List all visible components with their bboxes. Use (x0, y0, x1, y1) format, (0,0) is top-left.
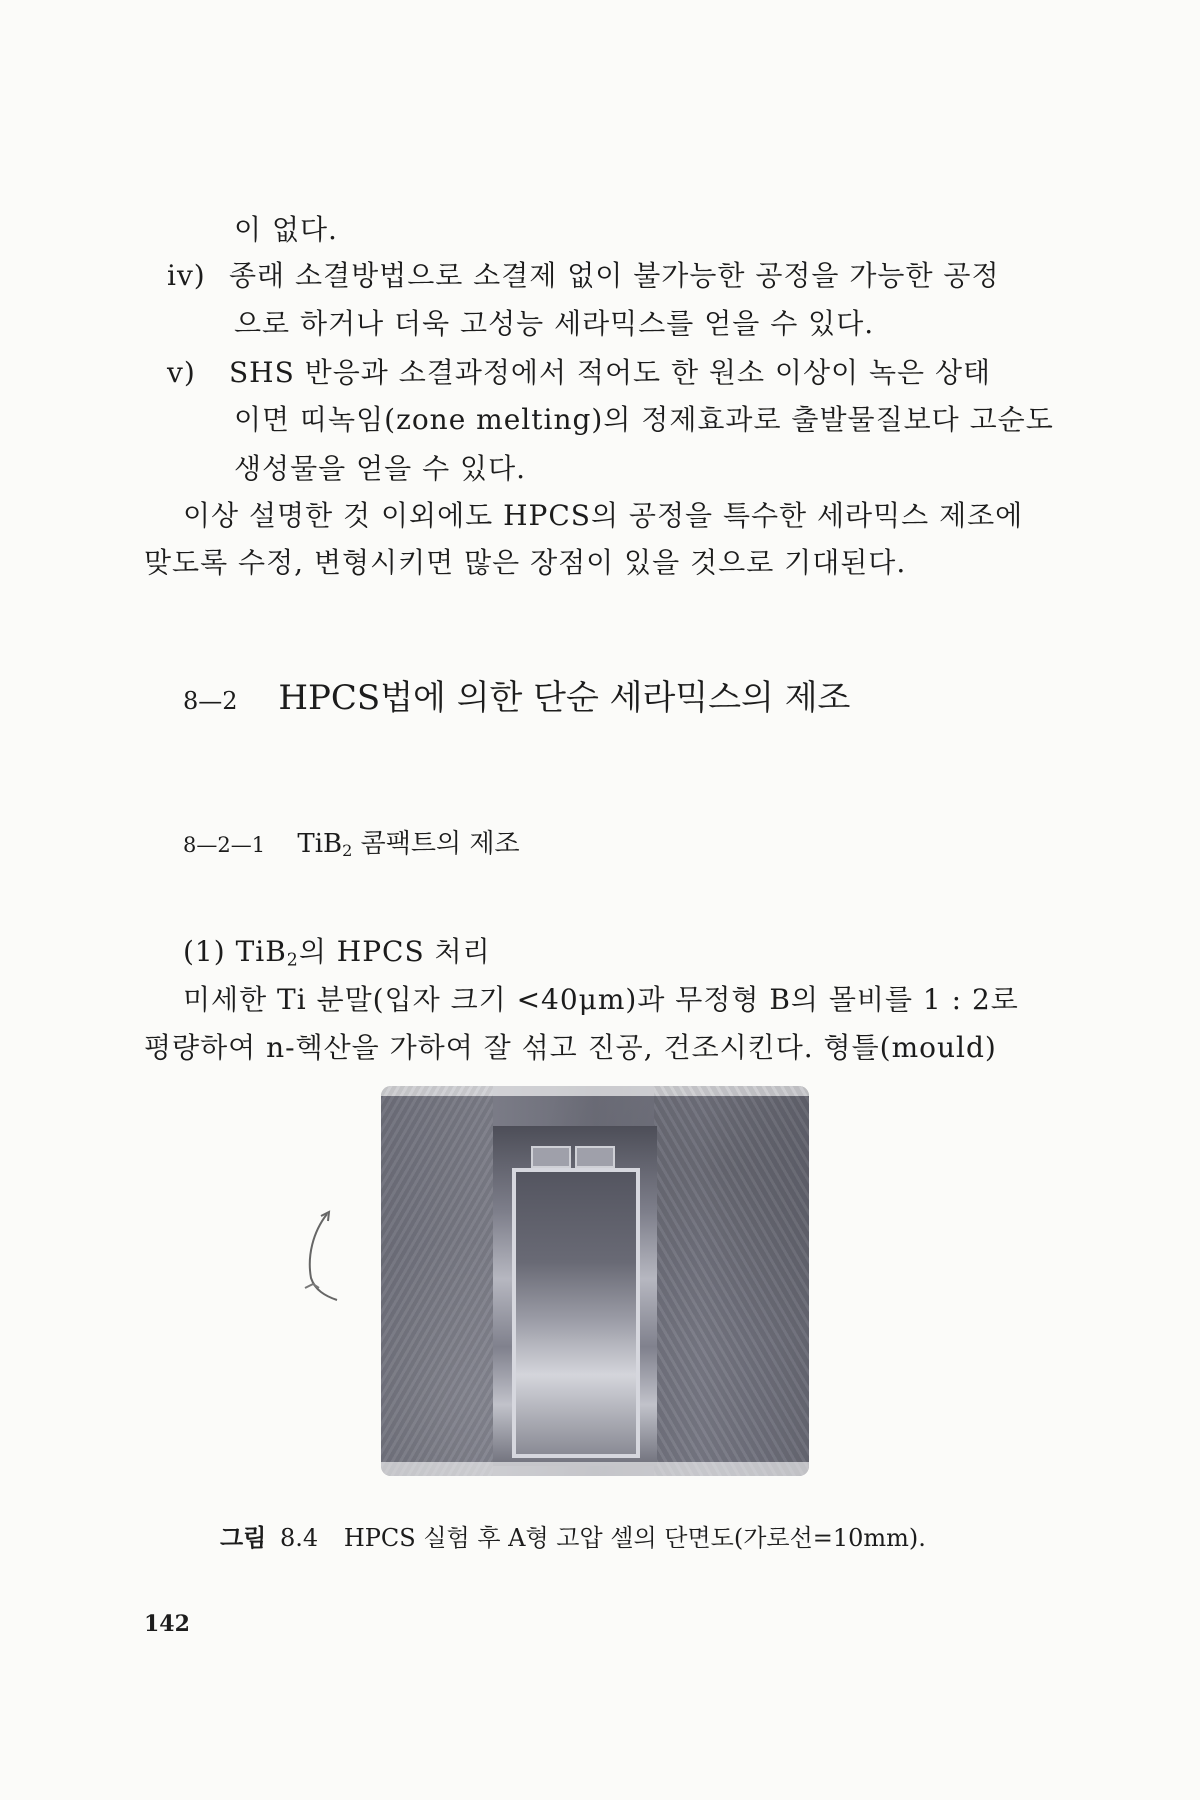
list-item-iv-line2: 으로 하거나 더욱 고성능 세라믹스를 얻을 수 있다. (234, 307, 875, 340)
hand-drawn-arrow-mark (303, 1208, 347, 1304)
list-item-v-line3: 생성물을 얻을 수 있다. (234, 452, 527, 485)
photo-cap-right (575, 1146, 615, 1168)
list-label-iv: iv) (167, 259, 206, 292)
list-item-v-line1: SHS 반응과 소결과정에서 적어도 한 원소 이상이 녹은 상태 (229, 356, 992, 389)
list-item-v-line2: 이면 띠녹임(zone melting)의 정제효과로 출발물질보다 고순도 (234, 403, 1054, 436)
list-label-v: v) (167, 356, 196, 389)
photo-left-wall (381, 1086, 493, 1476)
photo-compact-body (512, 1168, 640, 1458)
subsection-number: 8—2—1 (183, 833, 266, 857)
figure-caption (220, 1523, 926, 1553)
subsection-title-subscript: 2 (342, 841, 353, 861)
photo-cap-left (531, 1146, 571, 1168)
item1-part2: 의 HPCS 처리 (298, 935, 491, 968)
page-number: 142 (144, 1611, 190, 1637)
subsection-heading (183, 827, 520, 862)
text-line-continuation: 이 없다. (234, 213, 338, 246)
section-heading (183, 676, 850, 723)
subsection-title-part2: 콤팩트의 제조 (352, 829, 520, 859)
cross-section-photo (381, 1086, 809, 1476)
numbered-item-1 (183, 934, 491, 970)
caption-figure-number: 8.4 (280, 1524, 319, 1552)
photo-right-wall (654, 1086, 809, 1476)
section-title: HPCS법에 의한 단순 세라믹스의 제조 (278, 678, 851, 718)
list-item-iv-line1: 종래 소결방법으로 소결제 없이 불가능한 공정을 가능한 공정 (229, 259, 1000, 292)
caption-figure-label: 그림 (220, 1524, 267, 1552)
section-number: 8—2 (183, 687, 238, 715)
item1-part1: (1) TiB (183, 935, 287, 968)
list-item-v (167, 355, 1007, 391)
body-line2: 평량하여 n-헥산을 가하여 잘 섞고 진공, 건조시킨다. 형틀(mould) (144, 1031, 997, 1064)
list-item-iv (167, 258, 1007, 294)
photo-bottom-rim (381, 1462, 809, 1476)
paragraph-line1: 이상 설명한 것 이외에도 HPCS의 공정을 특수한 세라믹스 제조에 (183, 499, 1024, 532)
item1-subscript: 2 (286, 950, 299, 971)
subsection-title-part1: TiB (297, 829, 343, 859)
body-line1: 미세한 Ti 분말(입자 크기 <40μm)과 무정형 B의 몰비를 1 : 2로 (183, 983, 1019, 1016)
caption-text: HPCS 실험 후 A형 고압 셀의 단면도(가로선=10mm). (343, 1524, 926, 1552)
paragraph-line2: 맞도록 수정, 변형시키면 많은 장점이 있을 것으로 기대된다. (144, 546, 907, 579)
